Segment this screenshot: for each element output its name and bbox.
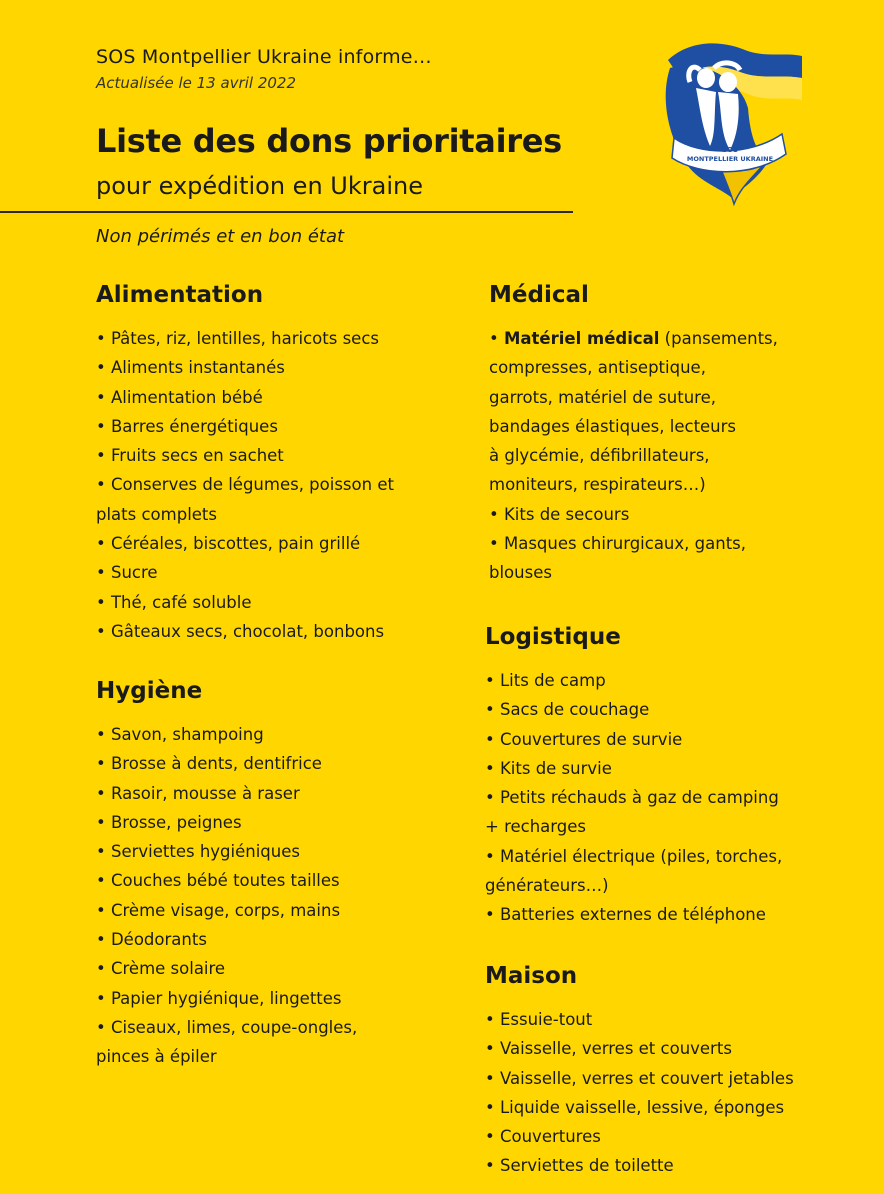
list-item: • Liquide vaisselle, lessive, éponges (485, 1097, 785, 1117)
list-item: • Essuie-tout (485, 1010, 593, 1029)
logo-text-sos: SOS (721, 146, 739, 154)
section-title-maison: Maison (485, 963, 578, 989)
section-hygiene (96, 676, 357, 1072)
list-item: générateurs…) (485, 876, 609, 896)
header-organization: SOS Montpellier Ukraine informe… (96, 46, 432, 68)
list-item: • Couvertures (485, 1127, 601, 1147)
list-item: blouses (489, 563, 552, 583)
list-item: • Fruits secs en sachet (96, 446, 284, 466)
list-item: • Aliments instantanés (96, 358, 285, 378)
list-item: • Crème solaire (96, 959, 226, 979)
list-item: • Céréales, biscottes, pain grillé (96, 534, 361, 554)
list-item (489, 324, 778, 353)
list-item: • Brosse, peignes (96, 812, 242, 832)
list-item: + recharges (485, 817, 586, 837)
list-item: • Lits de camp (485, 671, 606, 690)
list-item: bandages élastiques, lecteurs (489, 416, 737, 436)
list-item: • Papier hygiénique, lingettes (96, 988, 342, 1008)
list-item: • Kits de survie (485, 758, 612, 778)
list-item: • Savon, shampoing (96, 725, 264, 744)
list-item: • Serviettes de toilette (485, 1156, 674, 1176)
list-maison (485, 1005, 794, 1181)
logo-text-name: MONTPELLIER UKRAINE (686, 155, 774, 163)
list-item: • Conserves de légumes, poisson et (96, 475, 394, 495)
list-item: compresses, antiseptique, (489, 358, 706, 378)
list-hygiene (96, 720, 357, 1072)
list-item: • Déodorants (96, 930, 207, 950)
list-item: • Sacs de couchage (485, 700, 650, 720)
list-item: • Petits réchauds à gaz de camping (485, 788, 779, 808)
header-divider (0, 211, 573, 213)
list-item: • Serviettes hygiéniques (96, 842, 300, 862)
sos-montpellier-ukraine-logo (660, 38, 805, 206)
header-date: Actualisée le 13 avril 2022 (96, 74, 296, 92)
list-item: • Rasoir, mousse à raser (96, 783, 300, 803)
list-item: garrots, matériel de suture, (489, 387, 716, 407)
section-title-logistique: Logistique (485, 624, 621, 650)
section-title-medical: Médical (489, 282, 589, 308)
list-item: • Matériel électrique (piles, torches, (485, 846, 783, 866)
section-title-hygiene: Hygiène (96, 678, 203, 704)
list-item: • Batteries externes de téléphone (485, 905, 766, 925)
section-logistique (485, 622, 782, 930)
list-item: • Vaisselle, verres et couvert jetables (485, 1068, 794, 1088)
list-item: • Barres énergétiques (96, 416, 278, 436)
list-item-lead: Matériel médical (503, 329, 660, 348)
page-title: Liste des dons prioritaires (96, 122, 562, 160)
list-item: • Pâtes, riz, lentilles, haricots secs (96, 329, 380, 348)
section-title-alimentation: Alimentation (96, 282, 264, 308)
list-item: • Alimentation bébé (96, 387, 263, 407)
list-item: • Couches bébé toutes tailles (96, 871, 340, 891)
section-maison (485, 961, 794, 1181)
bullet: • (489, 329, 504, 348)
list-item: • Masques chirurgicaux, gants, (489, 534, 746, 554)
list-item: • Kits de secours (489, 504, 630, 524)
list-item-rest: (pansements, (659, 329, 778, 348)
list-item: moniteurs, respirateurs…) (489, 475, 706, 495)
list-medical (489, 324, 778, 588)
list-item: • Sucre (96, 563, 158, 583)
list-item: • Gâteaux secs, chocolat, bonbons (96, 621, 385, 641)
section-medical (489, 280, 778, 588)
list-item: plats complets (96, 504, 217, 524)
list-logistique (485, 666, 782, 930)
list-item: • Thé, café soluble (96, 592, 252, 612)
list-item: • Crème visage, corps, mains (96, 900, 341, 920)
list-item: • Brosse à dents, dentifrice (96, 754, 322, 774)
list-item: pinces à épiler (96, 1047, 217, 1067)
list-item: • Vaisselle, verres et couverts (485, 1039, 732, 1059)
section-alimentation (96, 280, 394, 646)
condition-note: Non périmés et en bon état (96, 226, 345, 247)
list-item: à glycémie, défibrillateurs, (489, 446, 710, 466)
list-item: • Ciseaux, limes, coupe-ongles, (96, 1017, 358, 1037)
list-item: • Couvertures de survie (485, 729, 683, 749)
list-alimentation (96, 324, 394, 646)
page-subtitle: pour expédition en Ukraine (96, 172, 423, 200)
